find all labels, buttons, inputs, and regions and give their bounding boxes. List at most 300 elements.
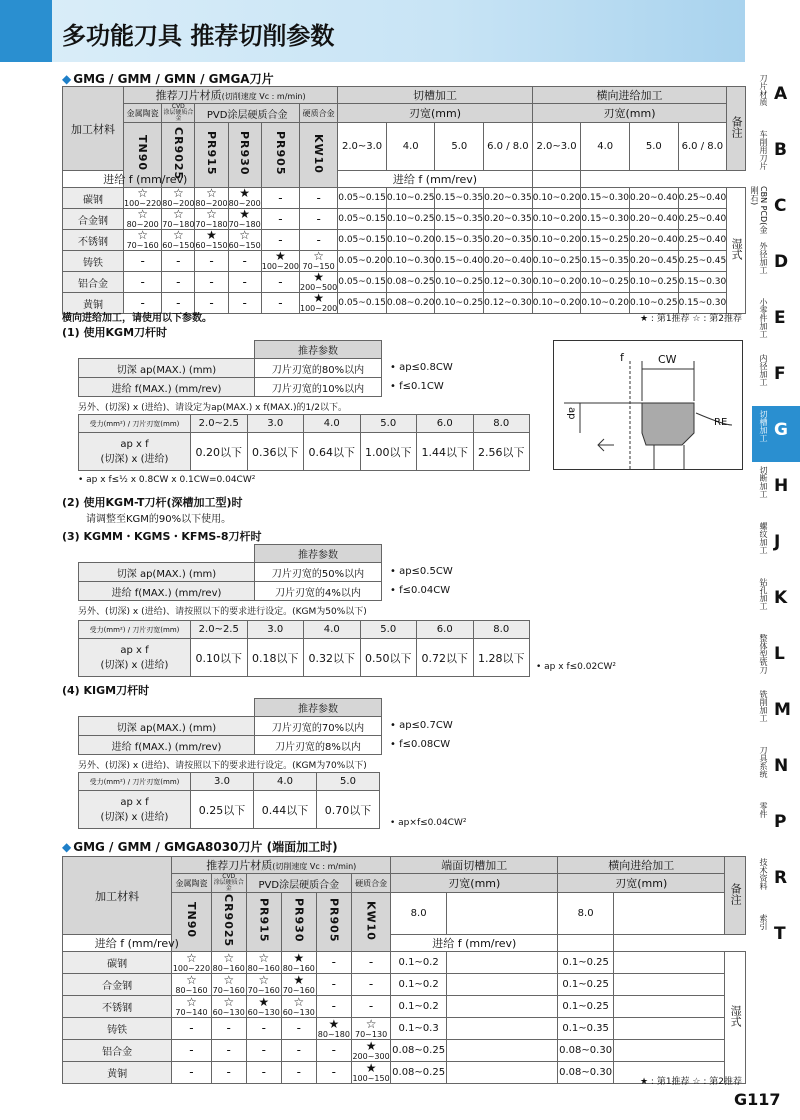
speed-range: 70~160	[212, 985, 245, 995]
p1-col: 5.0	[360, 415, 417, 433]
traverse-feed: 0.20~0.40	[629, 209, 678, 230]
grade-cell	[172, 1018, 211, 1040]
grade-mark: -	[242, 253, 247, 268]
grade-cell	[211, 1062, 246, 1084]
remark-cell	[558, 935, 614, 952]
sidebar-tab-n[interactable]	[752, 742, 800, 798]
groove-width-col: 2.0~3.0	[338, 123, 387, 171]
p1-depth-label: 切深 ap(MAX.) (mm)	[79, 359, 255, 378]
sidebar-tab-e[interactable]	[752, 294, 800, 350]
p1-val: 2.56以下	[473, 433, 530, 471]
grade-mark: -	[209, 295, 214, 310]
grade-cell	[228, 230, 261, 251]
grade-tn90: TN90	[172, 893, 211, 952]
grade-cell	[124, 272, 162, 293]
p3-depth-val: 刀片刃宽的50%以内	[255, 563, 382, 582]
sidebar-tab-letter: K	[774, 588, 788, 608]
material-name: 黄铜	[63, 293, 124, 314]
grade-cell	[228, 251, 261, 272]
p1-col: 2.0~2.5	[191, 415, 248, 433]
groove-blank	[446, 952, 557, 974]
groove-feed: 0.1~0.3	[391, 1018, 447, 1040]
speed-range: 100~200	[261, 262, 299, 271]
traverse-feed: 0.10~0.20	[532, 272, 581, 293]
grade-pr930: PR930	[228, 123, 261, 188]
grade-mark: ☆	[172, 228, 184, 242]
material-header: 加工材料	[63, 87, 124, 171]
traverse-feed: 0.15~0.30	[678, 272, 727, 293]
sidebar-tab-label: 外径加工	[759, 242, 768, 274]
traverse-width-col: 2.0~3.0	[532, 123, 581, 171]
groove-feed: 0.10~0.25	[386, 209, 435, 230]
grade-cell	[195, 188, 228, 209]
sidebar-tab-letter: G	[774, 420, 788, 440]
material-name: 碳钢	[63, 188, 124, 209]
grade-mark: -	[189, 1021, 194, 1035]
p3-val: 0.50以下	[360, 639, 417, 677]
p4-f-formula: • f≤0.08CW	[390, 739, 451, 750]
traverse-feed: 0.20~0.40	[629, 188, 678, 209]
p4-val: 0.44以下	[254, 791, 317, 829]
grade-mark: -	[296, 1043, 301, 1057]
groove-feed: 0.08~0.20	[386, 293, 435, 314]
grade-mark: ★	[239, 186, 251, 200]
sidebar-tab-label: 零件	[759, 802, 768, 818]
speed-range: 70~150	[302, 262, 335, 271]
grade-mark: -	[278, 190, 283, 205]
grade-mark: -	[140, 274, 145, 289]
group-pvd: PVD涂层硬质合金	[246, 874, 351, 893]
p4-param-table	[78, 698, 382, 755]
traverse-blank	[613, 996, 724, 1018]
sidebar-tab-label: 切槽加工	[759, 410, 768, 442]
grade-mark: -	[176, 253, 181, 268]
p4-force-table	[78, 772, 380, 829]
grade-mark: -	[278, 274, 283, 289]
sidebar-tab-k[interactable]	[752, 574, 800, 630]
grade-cell	[299, 272, 337, 293]
grade-cell	[162, 209, 195, 230]
sidebar-tab-label: 技术资料	[759, 858, 768, 890]
grade-mark: -	[316, 232, 321, 247]
group-carbide: 硬质合金	[299, 104, 337, 123]
grade-cell	[162, 272, 195, 293]
p3-note: 另外、(切深) x (进给)、请按照以下的要求进行设定。(KGM为50%以下)	[78, 607, 367, 617]
sidebar-tab-f[interactable]	[752, 350, 800, 406]
grade-cell	[299, 209, 337, 230]
groove-blank	[446, 974, 557, 996]
traverse-feed-label: 进给 f (mm/rev)	[338, 171, 533, 188]
grade-pr930: PR930	[281, 893, 316, 952]
diagram-re-label: RE	[714, 417, 728, 428]
traverse-feed: 0.10~0.25	[629, 272, 678, 293]
grade-cell	[299, 293, 337, 314]
bullet-icon: ◆	[62, 840, 72, 854]
grade-mark: -	[189, 1065, 194, 1079]
p4-title: (4) KIGM刀杆时	[62, 684, 150, 697]
p2-text: 请调整至KGM的90%以下使用。	[86, 514, 232, 525]
traverse-width-col: 4.0	[581, 123, 630, 171]
sidebar-tab-letter: L	[774, 644, 785, 664]
groove-feed: 0.10~0.30	[386, 251, 435, 272]
grade-pr915: PR915	[195, 123, 228, 188]
sidebar-tab-label: 索引	[759, 914, 768, 930]
traverse-feed: 0.1~0.25	[558, 974, 614, 996]
grade-mark: -	[316, 211, 321, 226]
grade-cell	[228, 188, 261, 209]
groove-blank	[446, 1062, 557, 1084]
speed-range: 60~150	[195, 241, 228, 250]
grade-cell	[211, 996, 246, 1018]
grade-mark: -	[331, 977, 337, 991]
traverse-feed: 0.10~0.25	[629, 293, 678, 314]
cutting-table-2	[62, 856, 746, 1084]
grade-cell	[299, 188, 337, 209]
traverse-feed: 0.10~0.20	[532, 230, 581, 251]
grade-cell	[172, 952, 211, 974]
grade-cell	[261, 251, 299, 272]
speed-range: 60~150	[228, 241, 261, 250]
grade-cell	[281, 1062, 316, 1084]
grade-cell	[172, 974, 211, 996]
traverse-feed: 0.20~0.45	[629, 251, 678, 272]
p3-col: 2.0~2.5	[191, 621, 248, 639]
p3-title: (3) KGMM・KGMS・KFMS-8刀杆时	[62, 530, 262, 543]
speed-range: 70~160	[247, 985, 280, 995]
p3-col: 8.0	[473, 621, 530, 639]
grade-mark: -	[368, 955, 374, 969]
traverse-width-col: 6.0 / 8.0	[678, 123, 727, 171]
grade-cell	[261, 209, 299, 230]
table-row	[63, 188, 746, 209]
grade-cell	[351, 1062, 390, 1084]
p1-force-table	[78, 414, 530, 471]
grade-cell	[316, 952, 351, 974]
section-title-2: ◆ GMG / GMM / GMGA8030刀片 (端面加工时)	[62, 840, 338, 854]
grade-cell	[261, 272, 299, 293]
grade-cell	[195, 230, 228, 251]
grade-mark: ☆	[206, 207, 217, 221]
grade-mark: ☆	[365, 1016, 377, 1031]
traverse-feed: 0.25~0.45	[678, 251, 727, 272]
traverse-blank	[613, 952, 724, 974]
groove-header: 切槽加工	[338, 87, 533, 104]
groove-feed: 0.15~0.35	[435, 209, 484, 230]
grade-mark: ☆	[137, 207, 149, 221]
p4-col: 5.0	[317, 773, 380, 791]
groove-feed: 0.1~0.2	[391, 974, 447, 996]
grade-mark: ★	[365, 1038, 377, 1053]
traverse-feed: 0.15~0.25	[581, 230, 630, 251]
speed-range: 80~160	[212, 963, 245, 973]
grade-header: 推荐刀片材质(切削速度 Vc : m/min)	[172, 857, 391, 874]
grade-cell	[124, 230, 162, 251]
sidebar-tab-letter: M	[774, 700, 791, 720]
grade-cell	[211, 1040, 246, 1062]
grade-cell	[281, 952, 316, 974]
header-accent-bar	[0, 0, 52, 62]
grade-cell	[281, 996, 316, 1018]
speed-range: 80~160	[282, 963, 315, 973]
group-cvd: CVD 涂层硬质合金	[211, 874, 246, 893]
groove-diagram	[553, 340, 743, 470]
sidebar-tab-c[interactable]	[752, 182, 800, 238]
traverse-feed-label: 进给 f (mm/rev)	[391, 935, 558, 952]
table-row	[63, 209, 746, 230]
sidebar-tab-r[interactable]	[752, 854, 800, 910]
grade-mark: -	[331, 999, 337, 1013]
groove-blank	[446, 1040, 557, 1062]
traverse-header: 横向进给加工	[532, 87, 727, 104]
grade-pr915: PR915	[246, 893, 281, 952]
groove-feed: 0.15~0.35	[435, 188, 484, 209]
p3-val: 0.72以下	[417, 639, 474, 677]
grade-mark: ★	[293, 950, 305, 965]
groove-feed: 0.10~0.25	[386, 188, 435, 209]
grade-mark: -	[368, 999, 374, 1013]
grade-mark: ☆	[223, 972, 235, 987]
speed-range: 80~160	[175, 985, 208, 995]
page-header	[0, 0, 745, 62]
grade-mark: -	[278, 211, 283, 226]
p1-val: 0.36以下	[247, 433, 304, 471]
groove-feed: 0.20~0.35	[484, 230, 533, 251]
material-name: 黄铜	[63, 1062, 172, 1084]
groove-width-label: 刃宽(mm)	[391, 874, 558, 893]
speed-range: 80~180	[317, 1029, 350, 1039]
grade-mark: ★	[328, 1016, 340, 1031]
groove-feed: 0.08~0.25	[386, 272, 435, 293]
grade-cell	[316, 1062, 351, 1084]
grade-kw10: KW10	[351, 893, 390, 952]
speed-range: 70~180	[228, 220, 261, 229]
groove-feed: 0.10~0.20	[386, 230, 435, 251]
grade-mark: -	[189, 1043, 194, 1057]
p1-row-label: ap x f (切深) x (进给)	[79, 433, 191, 471]
grade-mark: ★	[293, 972, 305, 987]
sidebar-tab-g[interactable]	[752, 406, 800, 462]
traverse-width-col: 5.0	[629, 123, 678, 171]
grade-cell	[162, 230, 195, 251]
grade-mark: -	[176, 274, 181, 289]
sidebar-tab-letter: J	[774, 532, 781, 552]
legend-2: ★ : 第1推荐 ☆ : 第2推荐	[640, 1077, 742, 1087]
grade-cell	[162, 188, 195, 209]
grade-cell	[211, 974, 246, 996]
grade-cell	[211, 1018, 246, 1040]
groove-feed: 0.15~0.40	[435, 251, 484, 272]
p1-title: (1) 使用KGM刀杆时	[62, 326, 168, 339]
p3-feed-label: 进给 f(MAX.) (mm/rev)	[79, 582, 255, 601]
grade-mark: ★	[206, 228, 217, 242]
sidebar-tab-d[interactable]	[752, 238, 800, 294]
grade-mark: -	[261, 1065, 266, 1079]
traverse-feed: 0.10~0.25	[532, 251, 581, 272]
grade-mark: -	[331, 1065, 337, 1079]
grade-cell	[211, 952, 246, 974]
grade-cell	[316, 974, 351, 996]
grade-cell	[246, 996, 281, 1018]
groove-feed: 0.08~0.25	[391, 1062, 447, 1084]
speed-range: 70~160	[282, 985, 315, 995]
sidebar-tab-letter: D	[774, 252, 789, 272]
sidebar-tab-label: 车削用刀片	[759, 130, 768, 170]
grade-mark: ☆	[186, 950, 197, 965]
speed-range: 100~150	[352, 1073, 390, 1083]
sidebar-tab-label: 刀片材质	[759, 74, 768, 106]
grade-mark: ☆	[137, 186, 149, 200]
grade-cell	[246, 1018, 281, 1040]
speed-range: 60~130	[212, 1007, 245, 1017]
grade-mark: -	[140, 295, 145, 310]
p4-val: 0.25以下	[191, 791, 254, 829]
p3-col: 6.0	[417, 621, 474, 639]
groove-feed: 0.20~0.40	[484, 251, 533, 272]
traverse-feed: 0.15~0.35	[581, 251, 630, 272]
grade-mark: ☆	[258, 972, 270, 987]
p4-force-corner: 受力(mm²) / 刀片刃宽(mm)	[79, 773, 191, 791]
grade-cell	[246, 1062, 281, 1084]
material-name: 铸铁	[63, 1018, 172, 1040]
traverse-width-col: 8.0	[558, 893, 614, 935]
sidebar-tab-m[interactable]	[752, 686, 800, 742]
speed-range: 60~130	[247, 1007, 280, 1017]
grade-cr9025: CR9025	[162, 123, 195, 188]
sidebar-tab-a[interactable]	[752, 70, 800, 126]
material-name: 不锈钢	[63, 996, 172, 1018]
p3-f-formula: • f≤0.04CW	[390, 585, 451, 596]
sidebar-tab-j[interactable]	[752, 518, 800, 574]
grade-mark: -	[316, 190, 321, 205]
grade-cell	[228, 272, 261, 293]
traverse-feed: 0.15~0.30	[581, 188, 630, 209]
groove-feed: 0.05~0.15	[338, 230, 387, 251]
grade-mark: ★	[365, 1060, 377, 1075]
grade-mark: -	[261, 1043, 266, 1057]
grade-cell	[162, 251, 195, 272]
remark-value: 湿式	[727, 188, 746, 314]
sidebar-tab-letter: H	[774, 476, 789, 496]
grade-cell	[351, 1040, 390, 1062]
section-title-1: ◆ GMG / GMM / GMN / GMGA刀片	[62, 72, 274, 86]
grade-mark: -	[242, 295, 247, 310]
p1-formula: • ap x f≤½ x 0.8CW x 0.1CW=0.04CW²	[78, 475, 256, 485]
sidebar-tab-letter: F	[774, 364, 786, 384]
table-row	[63, 1040, 746, 1062]
group-cvd: CVD 涂层硬质合金	[163, 103, 194, 122]
grade-cell	[299, 230, 337, 251]
traverse-feed: 0.25~0.40	[678, 230, 727, 251]
material-header: 加工材料	[63, 857, 172, 935]
p1-col: 4.0	[304, 415, 361, 433]
traverse-width-label: 刃宽(mm)	[558, 874, 725, 893]
grade-cell	[246, 1040, 281, 1062]
grade-mark: ☆	[223, 994, 235, 1009]
sidebar-tab-letter: A	[774, 84, 788, 104]
grade-pr905: PR905	[316, 893, 351, 952]
grade-mark: -	[226, 1043, 231, 1057]
speed-range: 80~200	[162, 199, 195, 208]
grade-cell	[228, 293, 261, 314]
grade-mark: -	[278, 232, 283, 247]
grade-mark: -	[296, 1021, 301, 1035]
p1-feed-val: 刀片刃宽的10%以内	[255, 378, 382, 397]
grade-mark: -	[209, 274, 214, 289]
groove-feed-label: 进给 f (mm/rev)	[63, 171, 229, 188]
p3-rec-header: 推荐参数	[255, 545, 382, 563]
sidebar-tab-l[interactable]	[752, 630, 800, 686]
sidebar-tab-h[interactable]	[752, 462, 800, 518]
grade-mark: -	[140, 253, 145, 268]
grade-cell	[195, 209, 228, 230]
face-groove-header: 端面切槽加工	[391, 857, 558, 874]
grade-mark: ☆	[186, 994, 197, 1009]
speed-range: 200~500	[299, 283, 338, 292]
grade-mark: ☆	[137, 228, 149, 242]
material-name: 铸铁	[63, 251, 124, 272]
grade-cell	[172, 1062, 211, 1084]
sidebar-tab-letter: C	[774, 196, 787, 216]
sidebar-tab-label: 螺纹加工	[759, 522, 768, 554]
groove-feed: 0.05~0.15	[338, 272, 387, 293]
speed-range: 80~200	[195, 199, 228, 208]
grade-mark: -	[278, 295, 283, 310]
sidebar-tab-t[interactable]	[752, 910, 800, 966]
p3-param-table	[78, 544, 382, 601]
p3-col: 4.0	[304, 621, 361, 639]
groove-width-label: 刃宽(mm)	[338, 104, 533, 123]
traverse-blank	[613, 893, 724, 935]
sidebar-tab-label: 内径加工	[759, 354, 768, 386]
traverse-blank	[613, 1018, 724, 1040]
p3-col: 3.0	[247, 621, 304, 639]
sidebar-tab-letter: B	[774, 140, 787, 160]
speed-range: 70~160	[126, 241, 159, 250]
table-row	[63, 1018, 746, 1040]
groove-feed: 0.20~0.35	[484, 209, 533, 230]
traverse-width-label: 刃宽(mm)	[532, 104, 727, 123]
diagram-f-label: f	[620, 351, 624, 364]
p1-col: 8.0	[473, 415, 530, 433]
grade-cell	[246, 952, 281, 974]
p4-formula: • ap×f≤0.04CW²	[390, 818, 467, 828]
material-name: 合金钢	[63, 209, 124, 230]
grade-cell	[281, 1040, 316, 1062]
groove-feed: 0.05~0.20	[338, 251, 387, 272]
p1-col: 3.0	[247, 415, 304, 433]
table-row	[63, 230, 746, 251]
grade-mark: -	[331, 955, 337, 969]
p4-val: 0.70以下	[317, 791, 380, 829]
traverse-blank	[613, 974, 724, 996]
p3-val: 0.18以下	[247, 639, 304, 677]
grade-cell	[316, 996, 351, 1018]
remark-cell	[532, 171, 581, 188]
page-title: 多功能刀具 推荐切削参数	[62, 22, 335, 50]
p4-depth-label: 切深 ap(MAX.) (mm)	[79, 717, 255, 736]
p1-feed-label: 进给 f(MAX.) (mm/rev)	[79, 378, 255, 397]
sidebar-tab-p[interactable]	[752, 798, 800, 854]
grade-kw10: KW10	[299, 123, 337, 188]
p3-ap-formula: • ap≤0.5CW	[390, 566, 453, 577]
p1-note: 另外、(切深) x (进给)、请设定为ap(MAX.) x f(MAX.)的1/2以下。	[78, 403, 347, 413]
p1-val: 1.00以下	[360, 433, 417, 471]
grade-cell	[316, 1018, 351, 1040]
grade-cell	[261, 293, 299, 314]
sidebar-tab-b[interactable]	[752, 126, 800, 182]
material-name: 铝合金	[63, 272, 124, 293]
p3-force-corner: 受力(mm²) / 刀片刃宽(mm)	[79, 621, 191, 639]
